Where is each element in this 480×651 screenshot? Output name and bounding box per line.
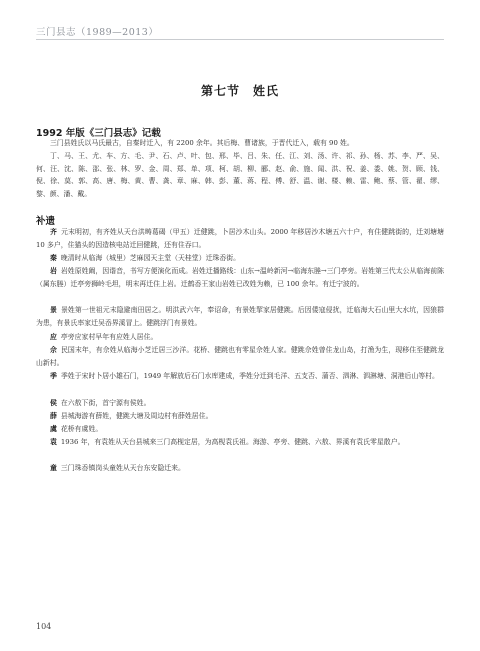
surname-text: 岩姓原姓阚，因谐音，书写方便演化而成。岩姓迁播路线：山东→温岭新河→临海东塍→三门亭旁。岩姓第三代太公从临海前陈（属东塍）迁亭旁狮岭毛坦，明末再迁住上岩。迁鹤岙王家山岩姓已改姓为赖，已 100 余年。有迁宁波的。	[36, 267, 444, 288]
surname-text: 晚清时从临海（城里）芝麻园天主堂（天桂堂）迁珠岙街。	[60, 254, 241, 262]
surname-term: 袁	[50, 438, 57, 446]
surname-term: 虞	[50, 425, 57, 433]
surname-term: 景	[50, 306, 57, 314]
paragraph-surname-list: 丁、马、王、尤、车、方、毛、尹、石、卢、叶、包、邢、毕、吕、朱、任、江、刘、汤、许、祁、孙、杨、苏、李、严、吴、何、汪、沈、陈、邵、张、林、罗、金、周、郑、单、项、柯、胡、柳、郦、赵、俞、施、闻、洪、祝、姜、娄、姚、贺、顾、钱、倪、徐、莫、郭、高、唐、梅、黄、曹、龚、章、麻、韩、彭、董、蒋、程、傅、舒、温、谢、楼、赖、雷、鲍、蔡、管、翟、缪、黎、颜、潘、戴。	[36, 152, 444, 198]
surname-text: 亭旁应家村早年有应姓人居住。	[60, 333, 158, 341]
surname-entry	[36, 462, 444, 475]
subsection-title: 1992 年版《三门县志》记载	[36, 128, 161, 139]
subsection-title: 补遗	[36, 216, 56, 227]
surname-entry	[36, 423, 444, 436]
surname-text: 季姓于宋时卜居小雄石门，1949 年解放后石门水库建成，季姓分迁到毛洋、五支否、蒲否、泗淋、泗淋塘、洞港后山等村。	[60, 372, 439, 380]
surname-term: 秦	[50, 254, 57, 262]
surname-text: 景姓第一世祖元末隐避南田居之。明洪武六年，奉诏命，有景姓挈家居健跳。后因倭寇侵扰，迁临海大石山里大水坑，因狼群为患，有景氏率家迁吴岙界溪冒上。健跳浮门有景姓。	[36, 306, 444, 327]
surname-term: 齐	[50, 228, 57, 236]
surname-entry	[36, 410, 444, 423]
surname-text: 花桥有虞姓。	[60, 425, 103, 433]
surname-term: 侯	[50, 399, 57, 407]
surname-entry	[36, 265, 444, 290]
surname-text: 1936 年，有袁姓从天台县城来三门高枧定居，为高枧袁氏祖。海游、亭旁、健跳、六敖、界溪有袁氏零星散户。	[60, 438, 405, 446]
surname-entry	[36, 370, 444, 383]
surname-term: 童	[50, 464, 57, 472]
surname-entry	[36, 344, 444, 369]
surname-entry	[36, 304, 444, 329]
surname-term: 岩	[50, 267, 57, 275]
surname-term: 应	[50, 333, 57, 341]
surname-entry	[36, 226, 444, 251]
header-divider	[36, 39, 444, 40]
page-number: 104	[36, 622, 52, 631]
surname-entry	[36, 397, 444, 410]
surname-entry	[36, 436, 444, 449]
surname-text: 县城海游有薛姓，健跳大塘及周边村有薛姓居住。	[60, 412, 213, 420]
paragraph-intro: 三门县姓氏以马氏最古，自秦时迁入，有 2200 余年。其后梅、曹诸族，于晋代迁入，载有 90 姓。	[50, 139, 354, 147]
surname-text: 在六敖下街，首宁源有侯姓。	[60, 399, 151, 407]
section-title: 第七节 姓氏	[200, 84, 279, 98]
surname-text: 三门珠岙镇岗头童姓从天台东安隐迁来。	[60, 464, 185, 472]
surname-entry	[36, 331, 444, 344]
surname-text: 民国末年，有佘姓从临海小芝迁居三沙洋。花桥、健跳也有零星佘姓人家。健跳佘姓曾住龙山岛，打渔为生，现移住至健跳龙山新村。	[36, 346, 444, 367]
surname-entry	[36, 252, 444, 265]
surname-term: 季	[50, 372, 57, 380]
surname-term: 薛	[50, 412, 57, 420]
surname-term: 佘	[50, 346, 57, 354]
surname-text: 元末明初，有齐姓从天台洪畴葛碣（甲五）迁健跳，卜居沙木山头。2000 年移居沙木塘五六十户，有住健跳街的，迁刘塘塘 10 多户，住猫头的因造核电站迁回健跳，还有住吞口。	[36, 228, 445, 249]
running-header: 三门县志（1989—2013）	[36, 27, 159, 38]
